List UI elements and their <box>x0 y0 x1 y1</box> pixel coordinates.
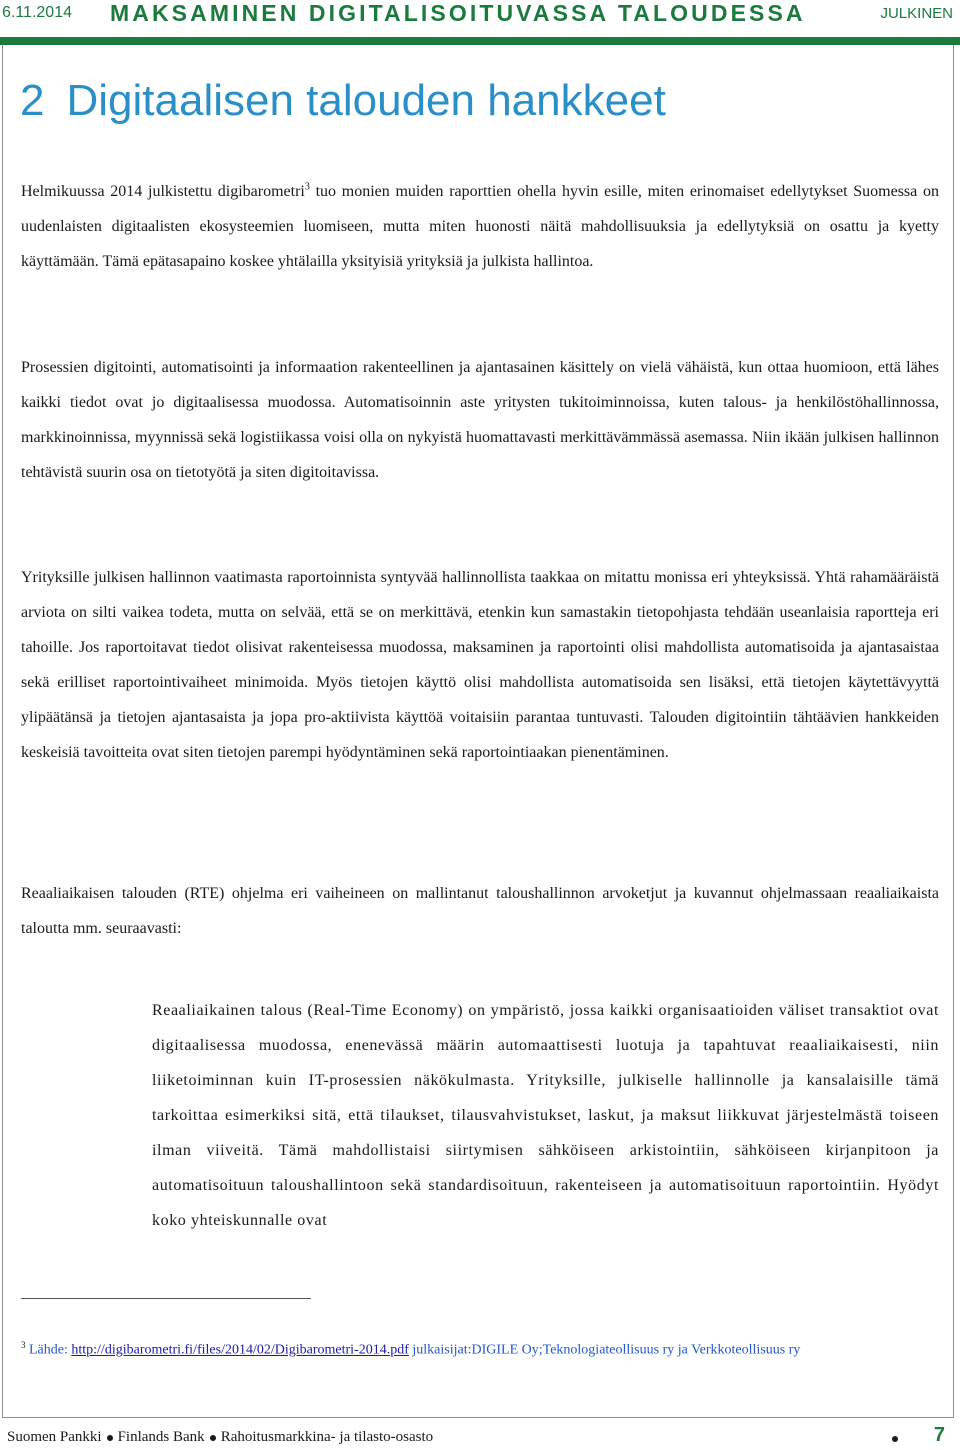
footnote-ref[interactable]: 3 <box>304 181 310 193</box>
footer-org-sv: Finlands Bank <box>117 1429 205 1445</box>
bullet-icon <box>210 1435 216 1441</box>
section-heading <box>20 76 666 126</box>
classification-label: JULKINEN <box>880 5 953 22</box>
bullet-icon <box>892 1436 898 1442</box>
document-title: MAKSAMINEN DIGITALISOITUVASSA TALOUDESSA <box>110 0 806 26</box>
footnote-number: 3 <box>21 1340 26 1350</box>
footer-org-fi: Suomen Pankki <box>7 1429 102 1445</box>
bullet-icon <box>107 1435 113 1441</box>
header-date: 6.11.2014 <box>2 4 72 21</box>
page-footer <box>3 1424 953 1449</box>
footnote <box>21 1332 821 1364</box>
section-number: 2 <box>20 76 45 125</box>
paragraph-3: Yrityksille julkisen hallinnon vaatimasta raportoinnista syntyvää hallinnollista taakkaa on mitattu monissa eri yhteyksissä. Yhtä rahamääräistä arviota on silti vaikea todeta, mutta on selvää, että se on merkittävä, etenkin kun samastakin tietopohjasta tehdään useanlaisia raportteja eri tahoille. Jos raportoitavat tiedot olisivat rakenteisessa muodossa, maksaminen ja raportointi olisi mahdollista automatisoida ja ajantasaistaa sekä erilliset raportointivaiheet minimoida. Myös tietojen käyttö olisi mahdollista automatisoida sen lisäksi, että tietojen käytettävyyttä ylipäätänsä ja tietojen ajantasaista ja jopa pro-aktiivista käyttöä voitaisiin parantaa tuntuvasti. Talouden digitointiin tähtäävien hankkeiden keskeisiä tavoitteita ovat siten tietojen parempi hyödyntäminen sekä raportointiaakan pienentäminen. <box>21 569 939 761</box>
footnote-publishers: julkaisijat:DIGILE Oy;Teknologiateollisuus ry ja Verkkoteollisuus ry <box>408 1342 801 1358</box>
page-number: 7 <box>933 1424 945 1446</box>
paragraph-1-text-b: tuo monien muiden raporttien ohella hyvin esille, miten erinomaiset edellytykset Suomessa on uudenlaisten digitaalisten ekosysteemien luomiseen, mutta miten huonosti näitä mahdollisuuksia ja edellytyksiä on osattu ja kyetty käyttämään. Tämä epätasapaino koskee yhtälailla yksityisiä yrityksiä ja julkista hallintoa. <box>21 183 939 270</box>
paragraph-2: Prosessien digitointi, automatisointi ja informaation rakenteellinen ja ajantasainen käsittely on vielä vähäistä, kun ottaa huomioon, että lähes kaikki tiedot ovat jo digitaalisessa muodossa. Automatisoinnin aste yritysten tukitoiminnoissa, kuten talous- ja henkilöstöhallinnossa, markkinoinnissa, myynnissä sekä logistiikassa voisi olla on nykyistä huomattavasti merkittävämmässä asemassa. Niin ikään julkisen hallinnon tehtävistä suurin osa on tietotyötä ja siten digitoitavissa. <box>21 359 939 481</box>
footer-department: Rahoitusmarkkina- ja tilasto-osasto <box>220 1429 434 1445</box>
paragraph-1 <box>21 174 939 279</box>
paragraph-1-text-a: Helmikuussa 2014 julkistettu digibarometri <box>21 183 305 200</box>
footnote-divider <box>21 1298 311 1299</box>
block-quote: Reaaliaikainen talous (Real-Time Economy) on ympäristö, jossa kaikki organisaatioiden väliset transaktiot ovat digitaalisessa muodossa, enenevässä määrin automaattisesti luotuja ja tapahtuvat reaaliaikaisesti, niin liiketoiminnan kuin IT-prosessien näkökulmasta. Yrityksille, julkiselle hallinnolle ja kansalaisille tämä tarkoittaa esimerkiksi sitä, että tilaukset, tilausvahvistukset, laskut, ja maksut liikkuvat järjestelmästä toiseen ilman viiveitä. Tämä mahdollistaisi siirtymisen sähköiseen arkistointiin, sähköiseen kirjanpitoon ja automatisoituun taloushallintoon sekä standardisoituun, rakenteiseen ja automatisoituun raportointiin. Hyödyt koko yhteiskunnalle ovat <box>152 1002 939 1229</box>
header-bar <box>0 37 960 45</box>
paragraph-4: Reaaliaikaisen talouden (RTE) ohjelma eri vaiheineen on mallintanut taloushallinnon arvoketjut ja kuvannut ohjelmassaan reaaliaikaista taloutta mm. seuraavasti: <box>21 885 939 937</box>
footnote-label: Lähde: <box>29 1342 72 1358</box>
section-title: Digitaalisen talouden hankkeet <box>66 76 666 125</box>
footer-organization <box>7 1429 433 1446</box>
footnote-link[interactable]: http://digibarometri.fi/files/2014/02/Digibarometri-2014.pdf <box>71 1342 409 1358</box>
